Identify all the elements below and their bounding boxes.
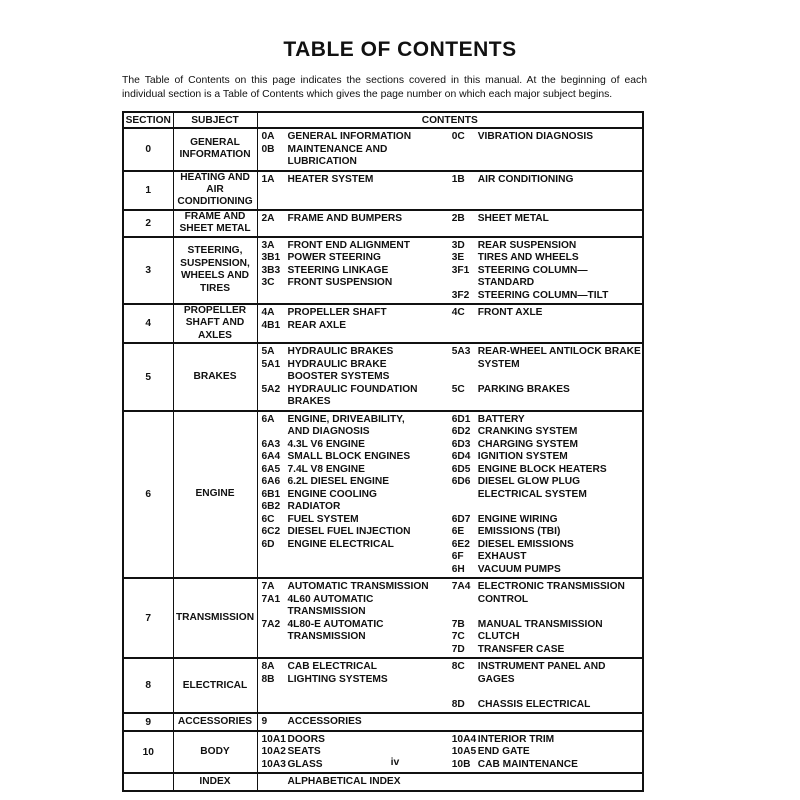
subsection-title: GENERAL INFORMATION: [287, 131, 412, 142]
contents-cell: [257, 171, 643, 210]
subsection-title: GLASS: [287, 758, 323, 770]
subject-name: TRANSMISSION: [173, 578, 257, 658]
subsection-code: [262, 776, 288, 789]
contents-entry: [262, 144, 452, 169]
subsection-code: 6D6: [451, 476, 471, 488]
subsection-code: 5A2: [261, 383, 281, 395]
subsection-code: 6E: [451, 526, 465, 538]
contents-entry: [262, 514, 452, 527]
subsection-title: FRAME AND BUMPERS: [287, 212, 403, 224]
subsection-code: 4A: [261, 307, 275, 319]
subsection-code: 10B: [451, 758, 471, 770]
subsection-code: 6A5: [261, 463, 281, 475]
subsection-title: HEATER SYSTEM: [287, 173, 374, 185]
subject-name: ENGINE: [173, 411, 257, 579]
subsection-code: 6B1: [261, 488, 281, 500]
contents-entry: [262, 526, 452, 539]
contents-column-right: [452, 346, 642, 409]
contents-cell: [257, 237, 643, 305]
contents-entry: [452, 476, 642, 501]
subsection-title: 4L80-E AUTOMATIC TRANSMISSION: [287, 618, 384, 643]
subsection-title: HYDRAULIC FOUNDATION BRAKES: [287, 383, 418, 408]
subsection-code: 6A6: [261, 476, 281, 488]
subsection-code: 5C: [451, 383, 465, 395]
subsection-title: SHEET METAL: [477, 212, 549, 224]
subsection-title: STEERING LINKAGE: [287, 264, 389, 276]
subject-name: STEERING, SUSPENSION, WHEELS AND TIRES: [173, 237, 257, 305]
subsection-title: 6.2L DIESEL ENGINE: [287, 476, 390, 488]
subsection-code: 6B2: [261, 501, 281, 513]
subsection-code: 0A: [261, 131, 275, 142]
subsection-title: FRONT END ALIGNMENT: [287, 239, 410, 251]
subsection-title: REAR-WHEEL ANTILOCK BRAKE SYSTEM: [477, 346, 641, 370]
header-section: SECTION: [123, 112, 173, 128]
subsection-code: 6A: [261, 413, 275, 425]
contents-entry: [262, 307, 452, 320]
section-number: 9: [123, 713, 173, 731]
subsection-title: DOORS: [287, 733, 325, 745]
subsection-code: 6A3: [261, 438, 281, 450]
subsection-title: VIBRATION DIAGNOSIS: [477, 131, 594, 142]
contents-entry: [262, 661, 452, 674]
contents-column-left: [262, 716, 452, 729]
subsection-code: 7A4: [451, 581, 471, 593]
subsection-code: 3E: [451, 252, 465, 264]
contents-entry: [452, 346, 642, 371]
subsection-code: 7B: [451, 618, 465, 630]
subsection-code: 7A: [261, 581, 275, 593]
contents-entry: [262, 346, 452, 359]
section-number: 6: [123, 411, 173, 579]
section-number: 7: [123, 578, 173, 658]
contents-cell: [257, 578, 643, 658]
subsection-title: SEATS: [287, 746, 321, 758]
contents-entry: [262, 464, 452, 477]
subsection-title: HYDRAULIC BRAKE BOOSTER SYSTEMS: [287, 358, 390, 383]
subsection-code: 2B: [451, 212, 465, 224]
table-row: [123, 210, 643, 237]
subsection-code: 8D: [451, 698, 465, 710]
subsection-title: BATTERY: [477, 413, 525, 425]
subsection-title: ENGINE ELECTRICAL: [287, 538, 394, 550]
section-number: 3: [123, 237, 173, 305]
subsection-title: 4L60 AUTOMATIC TRANSMISSION: [287, 593, 374, 618]
section-number: 0: [123, 128, 173, 171]
contents-entry: [452, 426, 642, 439]
subsection-title: CAB ELECTRICAL: [287, 661, 377, 673]
subsection-title: ENGINE BLOCK HEATERS: [477, 463, 607, 475]
subsection-code: 3A: [261, 239, 275, 251]
subsection-code: 6D3: [451, 438, 471, 450]
contents-entry: [452, 564, 642, 577]
subsection-title: ENGINE WIRING: [477, 513, 558, 525]
section-number: 4: [123, 304, 173, 343]
contents-column-left: [262, 581, 452, 656]
section-number: 2: [123, 210, 173, 237]
contents-column-right: [452, 240, 642, 303]
contents-entry: [262, 476, 452, 489]
subject-name: BODY: [173, 731, 257, 774]
subsection-code: 7A2: [261, 618, 281, 630]
subsection-title: STEERING COLUMN—TILT: [477, 289, 609, 301]
contents-entry: [262, 594, 452, 619]
subsection-title: INTERIOR TRIM: [477, 733, 555, 745]
subsection-code: 10A3: [261, 758, 286, 770]
contents-entry: [452, 290, 642, 303]
subsection-title: POWER STEERING: [287, 252, 381, 264]
subsection-code: 0C: [451, 131, 465, 142]
contents-cell: [257, 128, 643, 171]
contents-entry: [452, 581, 642, 606]
subsection-title: AIR CONDITIONING: [477, 173, 574, 185]
contents-entry: [452, 213, 642, 226]
contents-entry: [262, 489, 452, 502]
contents-column-right: [452, 414, 642, 577]
subsection-title: TIRES AND WHEELS: [477, 252, 579, 264]
subsection-title: STEERING COLUMN—STANDARD: [477, 264, 588, 289]
contents-entry: [262, 619, 452, 644]
contents-entry: [262, 252, 452, 265]
subsection-code: 4B1: [261, 319, 281, 331]
subsection-code: 3F2: [451, 289, 470, 301]
contents-entry: [452, 644, 642, 657]
subsection-code: 10A5: [451, 746, 477, 758]
subsection-title: 4.3L V6 ENGINE: [287, 438, 365, 450]
contents-entry: [262, 451, 452, 464]
subject-name: GENERAL INFORMATION: [173, 128, 257, 171]
subject-name: ACCESSORIES: [173, 713, 257, 731]
subject-name: FRAME AND SHEET METAL: [173, 210, 257, 237]
subsection-title: CRANKING SYSTEM: [477, 426, 578, 438]
subsection-code: 6D: [261, 538, 275, 550]
subsection-title: END GATE: [477, 746, 530, 758]
page-number: iv: [390, 757, 400, 768]
contents-entry: [452, 439, 642, 452]
subsection-code: 1A: [261, 173, 275, 185]
contents-cell: [257, 773, 643, 791]
contents-cell: [257, 411, 643, 579]
contents-entry: [262, 439, 452, 452]
subsection-code: 6A4: [261, 451, 281, 463]
contents-cell: [257, 713, 643, 731]
subsection-code: 7D: [451, 643, 465, 655]
header-subject: SUBJECT: [173, 112, 257, 128]
contents-entry: [452, 174, 642, 187]
section-number: 1: [123, 171, 173, 210]
subsection-title: DIESEL FUEL INJECTION: [287, 526, 411, 538]
subsection-title: AUTOMATIC TRANSMISSION: [287, 581, 429, 593]
contents-column-right: [452, 716, 642, 729]
subsection-title: CHARGING SYSTEM: [477, 438, 578, 450]
subsection-code: 6C: [261, 513, 275, 525]
contents-column-right: [452, 174, 642, 187]
subsection-title: PARKING BRAKES: [477, 383, 570, 395]
subsection-code: 6H: [451, 563, 465, 575]
subsection-code: 5A: [261, 346, 275, 358]
page-title: TABLE OF CONTENTS: [283, 38, 517, 61]
table-row: [123, 411, 643, 579]
contents-entry: [262, 501, 452, 514]
contents-entry: [262, 581, 452, 594]
contents-column-left: [262, 776, 452, 789]
subject-name: BRAKES: [173, 343, 257, 411]
subsection-code: 5A1: [261, 358, 281, 370]
table-row: [123, 304, 643, 343]
contents-entry: [262, 539, 452, 552]
contents-column-right: [452, 581, 642, 656]
subsection-title: 7.4L V8 ENGINE: [287, 463, 365, 475]
subsection-code: 10A4: [451, 733, 477, 745]
contents-entry: [262, 277, 452, 290]
subsection-title: SMALL BLOCK ENGINES: [287, 451, 411, 463]
contents-entry: [452, 551, 642, 564]
contents-column-right: [452, 131, 642, 169]
table-row: [123, 658, 643, 713]
section-number: 8: [123, 658, 173, 713]
subsection-title: RADIATOR: [287, 501, 341, 513]
subsection-title: INSTRUMENT PANEL AND GAGES: [477, 661, 606, 685]
subsection-title: IGNITION SYSTEM: [477, 451, 568, 463]
contents-entry: [452, 252, 642, 265]
contents-entry: [262, 174, 452, 187]
subsection-title: MANUAL TRANSMISSION: [477, 618, 603, 630]
subsection-code: 6E2: [451, 538, 470, 550]
subsection-code: 6F: [451, 551, 464, 563]
contents-entry: [262, 414, 452, 439]
contents-entry: [452, 414, 642, 427]
contents-entry: [452, 451, 642, 464]
table-row: [123, 773, 643, 791]
subsection-code: 7A1: [261, 593, 281, 605]
subsection-title: DIESEL EMISSIONS: [477, 538, 574, 550]
table-row: [123, 237, 643, 305]
header-contents: CONTENTS: [257, 112, 643, 128]
subsection-code: 4C: [451, 307, 465, 319]
contents-column-left: [262, 661, 452, 711]
contents-entry: [452, 699, 642, 712]
subsection-title: REAR SUSPENSION: [477, 239, 577, 251]
contents-column-right: [452, 776, 642, 789]
contents-entry: [262, 265, 452, 278]
contents-entry: [452, 307, 642, 320]
subsection-code: 0B: [261, 143, 275, 155]
contents-entry: [262, 240, 452, 253]
subsection-code: 8A: [261, 661, 275, 673]
contents-entry: [262, 359, 452, 384]
contents-entry: [262, 734, 452, 747]
contents-column-right: [452, 307, 642, 332]
subsection-title: CAB MAINTENANCE: [477, 758, 578, 770]
contents-entry: [262, 131, 452, 144]
contents-entry: [262, 776, 452, 789]
subsection-code: 9: [261, 716, 268, 728]
table-row: [123, 171, 643, 210]
table-body: [123, 128, 643, 791]
contents-column-left: [262, 213, 452, 226]
subsection-code: 6C2: [261, 526, 281, 538]
subsection-title: CLUTCH: [477, 631, 520, 643]
contents-column-left: [262, 307, 452, 332]
contents-entry: [452, 240, 642, 253]
subsection-code: 6D1: [451, 413, 471, 425]
subject-name: PROPELLER SHAFT AND AXLES: [173, 304, 257, 343]
section-number: 5: [123, 343, 173, 411]
section-number: [123, 773, 173, 791]
contents-cell: [257, 658, 643, 713]
subsection-title: FRONT SUSPENSION: [287, 277, 393, 289]
contents-cell: [257, 343, 643, 411]
contents-entry: [262, 320, 452, 333]
contents-cell: [257, 304, 643, 343]
section-number: 10: [123, 731, 173, 774]
contents-entry: [452, 464, 642, 477]
contents-entry: [262, 674, 452, 687]
subsection-title: ELECTRONIC TRANSMISSION CONTROL: [477, 581, 625, 605]
subsection-code: 6D4: [451, 451, 471, 463]
subsection-code: 3F1: [451, 264, 470, 276]
subsection-title: HYDRAULIC BRAKES: [287, 346, 394, 358]
contents-entry: [262, 716, 452, 729]
table-row: [123, 128, 643, 171]
subsection-title: EMISSIONS (TBI): [477, 526, 561, 538]
subsection-code: 3C: [261, 277, 275, 289]
contents-column-left: [262, 346, 452, 409]
subsection-title: PROPELLER SHAFT: [287, 307, 387, 319]
subsection-title: CHASSIS ELECTRICAL: [477, 698, 591, 710]
subsection-code: 3B1: [261, 252, 281, 264]
subsection-code: 6D7: [451, 513, 471, 525]
contents-entry: [452, 131, 642, 144]
subsection-title: ALPHABETICAL INDEX: [287, 776, 401, 788]
subsection-title: VACUUM PUMPS: [477, 563, 561, 575]
table-row: [123, 713, 643, 731]
contents-entry: [452, 265, 642, 290]
subsection-code: 1B: [451, 173, 465, 185]
contents-column-left: [262, 414, 452, 577]
contents-cell: [257, 210, 643, 237]
subsection-title: REAR AXLE: [287, 319, 346, 331]
table-row: [123, 578, 643, 658]
subject-name: ELECTRICAL: [173, 658, 257, 713]
contents-entry: [452, 539, 642, 552]
contents-entry: [452, 619, 642, 632]
subsection-title: ENGINE COOLING: [287, 488, 377, 500]
subsection-title: EXHAUST: [477, 551, 527, 563]
table-row: [123, 343, 643, 411]
contents-entry: [262, 213, 452, 226]
subsection-code: 8B: [261, 673, 275, 685]
contents-table: [122, 111, 644, 792]
subsection-title: LIGHTING SYSTEMS: [287, 673, 388, 685]
table-header-row: [123, 112, 643, 128]
subsection-code: 10A2: [261, 746, 286, 758]
subsection-code: 6D2: [451, 426, 471, 438]
subsection-title: ENGINE, DRIVEABILITY, AND DIAGNOSIS: [287, 413, 405, 438]
subsection-title: ACCESSORIES: [287, 716, 362, 728]
contents-entry: [452, 384, 642, 397]
contents-column-left: [262, 174, 452, 187]
intro-paragraph: The Table of Contents on this page indicates the sections covered in this manual. At the beginning of each individual section is a Table of Contents which gives the page number on which each major subject begins.: [122, 75, 647, 100]
contents-column-left: [262, 131, 452, 169]
subsection-title: FUEL SYSTEM: [287, 513, 359, 525]
subsection-code: 7C: [451, 631, 465, 643]
subsection-title: TRANSFER CASE: [477, 643, 565, 655]
subject-name: INDEX: [173, 773, 257, 791]
contents-entry: [452, 526, 642, 539]
contents-column-right: [452, 213, 642, 226]
subsection-title: DIESEL GLOW PLUG ELECTRICAL SYSTEM: [477, 476, 587, 500]
subsection-code: 8C: [451, 661, 465, 673]
contents-entry: [262, 384, 452, 409]
subject-name: HEATING AND AIR CONDITIONING: [173, 171, 257, 210]
contents-column-left: [262, 240, 452, 303]
contents-column-right: [452, 661, 642, 711]
contents-entry: [452, 734, 642, 747]
contents-entry: [452, 661, 642, 686]
subsection-code: 2A: [261, 212, 275, 224]
subsection-code: 3B3: [261, 264, 281, 276]
subsection-title: MAINTENANCE AND LUBRICATION: [287, 143, 388, 167]
subsection-code: 3D: [451, 239, 465, 251]
contents-entry: [452, 631, 642, 644]
subsection-code: 10A1: [261, 733, 286, 745]
subsection-code: 5A3: [451, 346, 471, 358]
subsection-title: FRONT AXLE: [477, 307, 543, 319]
subsection-code: 6D5: [451, 463, 471, 475]
contents-entry: [452, 514, 642, 527]
